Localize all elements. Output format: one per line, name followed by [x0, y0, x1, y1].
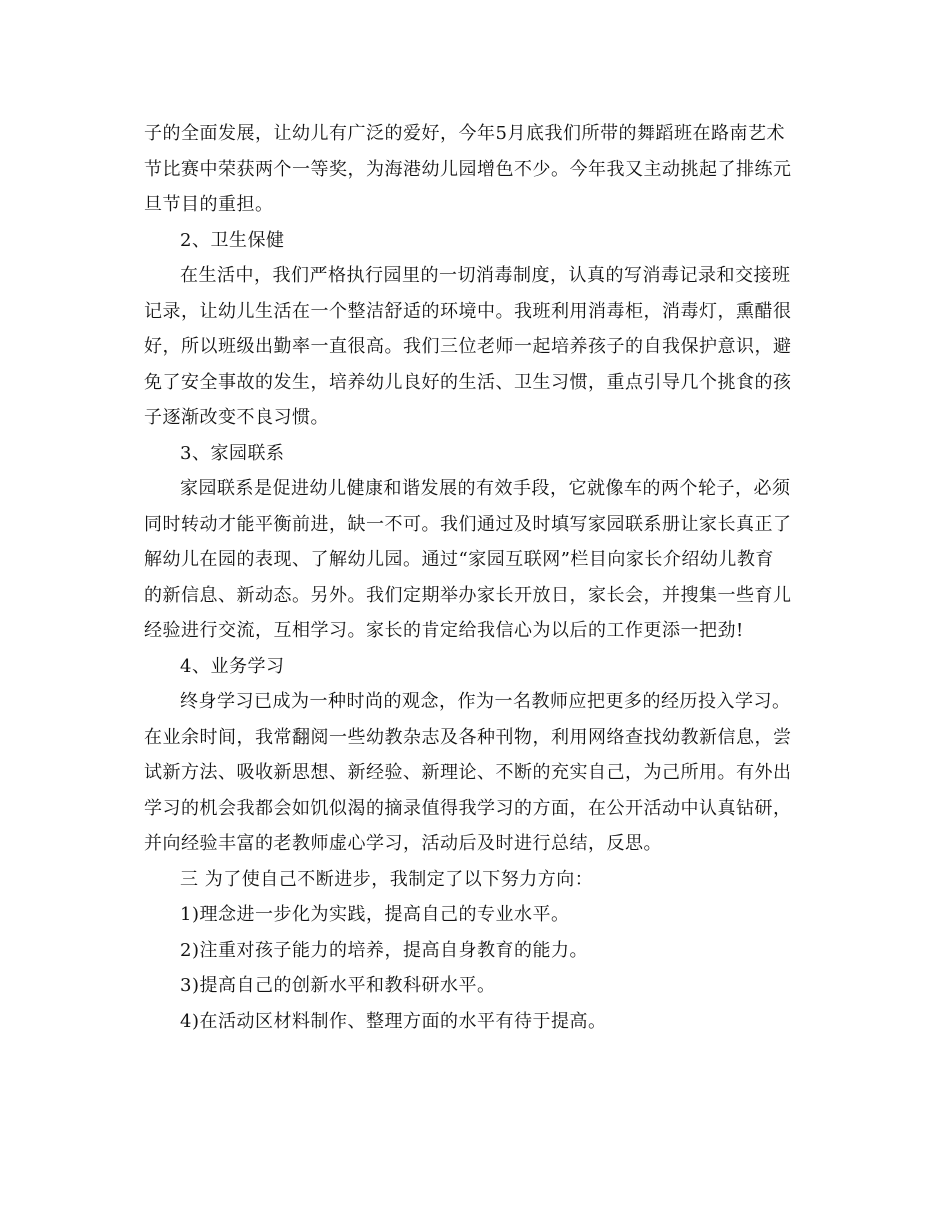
- text-line: 在生活中，我们严格执行园里的一切消毒制度，认真的写消毒记录和交接班: [180, 265, 791, 286]
- paragraph-home-school: [144, 471, 808, 649]
- text-line: 免了安全事故的发生，培养幼儿良好的生活、卫生习惯，重点引导几个挑食的孩: [144, 371, 792, 393]
- section-heading-professional-study: 4、业务学习: [180, 655, 285, 677]
- section-heading-hygiene: 2、卫生保健: [180, 229, 285, 251]
- section-heading-home-school: 3、家园联系: [180, 442, 285, 464]
- text-line: 并向经验丰富的老教师虚心学习，活动后及时进行总结，反思。: [144, 833, 662, 854]
- paragraph-professional-study: [144, 684, 808, 862]
- text-line: 的新信息、新动态。另外。我们定期举办家长开放日，家长会，并搜集一些育儿: [144, 584, 792, 606]
- text-line: 学习的机会我都会如饥似渴的摘录值得我学习的方面，在公开活动中认真钻研，: [144, 797, 792, 819]
- list-item: 4)在活动区材料制作、整理方面的水平有待于提高。: [180, 1010, 607, 1032]
- list-item: 3)提高自己的创新水平和教科研水平。: [180, 975, 496, 996]
- text-line: 旦节目的重担。: [144, 194, 274, 215]
- text-line: 家园联系是促进幼儿健康和谐发展的有效手段，它就像车的两个轮子，必须: [180, 478, 791, 499]
- document-body: [144, 116, 808, 1039]
- text-line: 子的全面发展，让幼儿有广泛的爱好，今年5月底我们所带的舞蹈班在路南艺术: [144, 123, 785, 144]
- text-line: 节比赛中荣获两个一等奖，为海港幼儿园增色不少。今年我又主动挑起了排练元: [144, 158, 792, 180]
- text-line: 试新方法、吸收新思想、新经验、新理论、不断的充实自己，为己所用。有外出: [144, 762, 792, 783]
- text-line: 终身学习已成为一种时尚的观念，作为一名教师应把更多的经历投入学习。: [180, 691, 791, 712]
- improvement-list: [144, 897, 808, 1039]
- text-line: 好，所以班级出勤率一直很高。我们三位老师一起培养孩子的自我保护意识，避: [144, 336, 792, 357]
- text-line: 记录，让幼儿生活在一个整洁舒适的环境中。我班利用消毒柜，消毒灯，熏醋很: [144, 300, 792, 322]
- paragraph-hygiene: [144, 258, 808, 436]
- text-line: 解幼儿在园的表现、了解幼儿园。通过“家园互联网”栏目向家长介绍幼儿教育: [144, 549, 774, 570]
- text-line: 同时转动才能平衡前进，缺一不可。我们通过及时填写家园联系册让家长真正了: [144, 513, 792, 535]
- text-line: 在业余时间，我常翻阅一些幼教杂志及各种刊物，利用网络查找幼教新信息，尝: [144, 726, 792, 748]
- list-item: 2)注重对孩子能力的培养，提高自身教育的能力。: [180, 939, 588, 961]
- paragraph-continuation: [144, 116, 808, 223]
- text-line: 子逐渐改变不良习惯。: [144, 407, 329, 428]
- text-line: 经验进行交流，互相学习。家长的肯定给我信心为以后的工作更添一把劲!: [144, 620, 744, 641]
- list-item: 1)理念进一步化为实践，提高自己的专业水平。: [180, 904, 570, 925]
- section-heading-improvement: 三 为了使自己不断进步，我制定了以下努力方向：: [180, 868, 594, 890]
